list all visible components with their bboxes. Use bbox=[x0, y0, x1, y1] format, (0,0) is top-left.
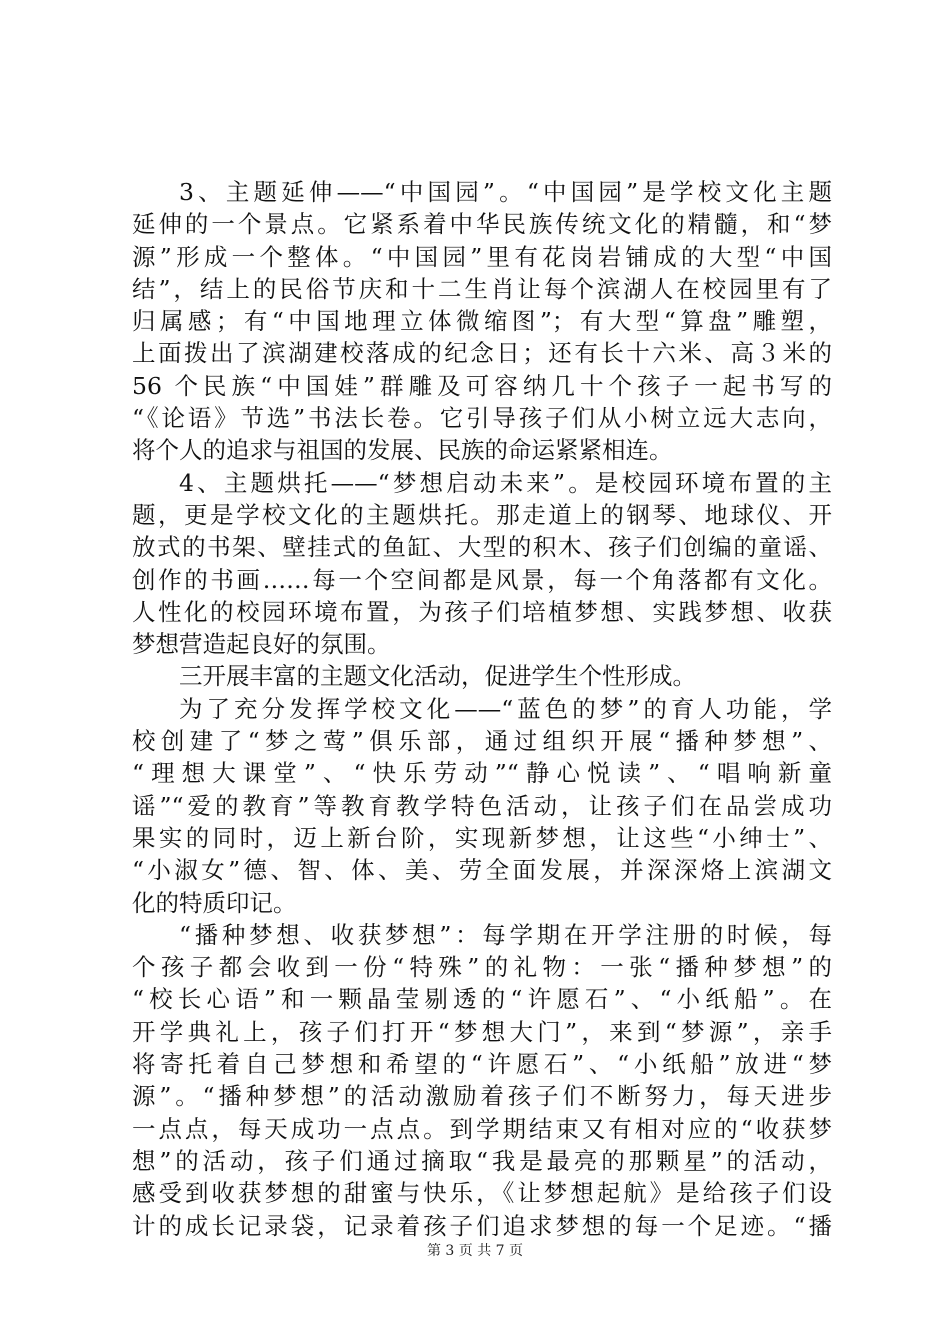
text-line: 开学典礼上，孩子们打开“梦想大门”，来到“梦源”，亲手 bbox=[132, 1017, 832, 1046]
text-line: 将个人的追求与祖国的发展、民族的命运紧紧相连。 bbox=[132, 436, 673, 465]
text-line: 4、主题烘托——“梦想启动未来”。是校园环境布置的主 bbox=[179, 468, 832, 497]
text-line: 创作的书画……每一个空间都是风景，每一个角落都有文化。 bbox=[132, 565, 832, 594]
text-line: 延伸的一个景点。它紧系着中华民族传统文化的精髓，和“梦 bbox=[132, 210, 832, 239]
text-line: 谣”“爱的教育”等教育教学特色活动，让孩子们在品尝成功 bbox=[132, 791, 832, 820]
text-line: “播种梦想、收获梦想”：每学期在开学注册的时候，每 bbox=[179, 920, 832, 949]
text-line: 感受到收获梦想的甜蜜与快乐，《让梦想起航》是给孩子们设 bbox=[132, 1179, 832, 1208]
page-footer: 第 3 页 共 7 页 bbox=[426, 1243, 524, 1259]
text-line: “《论语》节选”书法长卷。它引导孩子们从小树立远大志向， bbox=[132, 404, 832, 433]
text-line: 计的成长记录袋，记录着孩子们追求梦想的每一个足迹。“播 bbox=[132, 1211, 832, 1240]
text-line: “校长心语”和一颗晶莹剔透的“许愿石”、“小纸船”。在 bbox=[132, 985, 832, 1014]
text-line: 梦想营造起良好的氛围。 bbox=[132, 630, 391, 659]
document-body bbox=[132, 176, 832, 1242]
text-line: 结”，结上的民俗节庆和十二生肖让每个滨湖人在校园里有了 bbox=[132, 274, 832, 303]
text-line: 将寄托着自己梦想和希望的“许愿石”、“小纸船”放进“梦 bbox=[132, 1050, 832, 1079]
text-line: 个孩子都会收到一份“特殊”的礼物：一张“播种梦想”的 bbox=[132, 953, 832, 982]
text-line: 三开展丰富的主题文化活动，促进学生个性形成。 bbox=[179, 662, 696, 691]
text-line: “小淑女”德、智、体、美、劳全面发展，并深深烙上滨湖文 bbox=[132, 856, 832, 885]
text-line: 归属感；有“中国地理立体微缩图”；有大型“算盘”雕塑， bbox=[132, 307, 832, 336]
text-line: “理想大课堂”、“快乐劳动”“静心悦读”、“唱响新童 bbox=[132, 759, 832, 788]
text-line: 校创建了“梦之莺”俱乐部，通过组织开展“播种梦想”、 bbox=[132, 727, 832, 756]
text-line: 源”。“播种梦想”的活动激励着孩子们不断努力，每天进步 bbox=[132, 1082, 832, 1111]
text-line: 为了充分发挥学校文化——“蓝色的梦”的育人功能，学 bbox=[179, 694, 832, 723]
text-line: 上面拨出了滨湖建校落成的纪念日；还有长十六米、高３米的 bbox=[132, 339, 832, 368]
text-line: 化的特质印记。 bbox=[132, 888, 297, 917]
text-line: 56 个民族“中国娃”群雕及可容纳几十个孩子一起书写的 bbox=[132, 371, 832, 400]
text-line: 源”形成一个整体。“中国园”里有花岗岩铺成的大型“中国 bbox=[132, 242, 832, 271]
text-line: 果实的同时，迈上新台阶，实现新梦想，让这些“小绅士”、 bbox=[132, 823, 832, 852]
text-line: 题，更是学校文化的主题烘托。那走道上的钢琴、地球仪、开 bbox=[132, 500, 832, 529]
text-line: 一点点，每天成功一点点。到学期结束又有相对应的“收获梦 bbox=[132, 1114, 832, 1143]
text-line: 想”的活动，孩子们通过摘取“我是最亮的那颗星”的活动， bbox=[132, 1146, 832, 1175]
text-line: 放式的书架、壁挂式的鱼缸、大型的积木、孩子们创编的童谣、 bbox=[132, 533, 832, 562]
text-line: 3、主题延伸——“中国园”。“中国园”是学校文化主题 bbox=[179, 178, 832, 206]
text-line: 人性化的校园环境布置，为孩子们培植梦想、实践梦想、收获 bbox=[132, 597, 832, 626]
